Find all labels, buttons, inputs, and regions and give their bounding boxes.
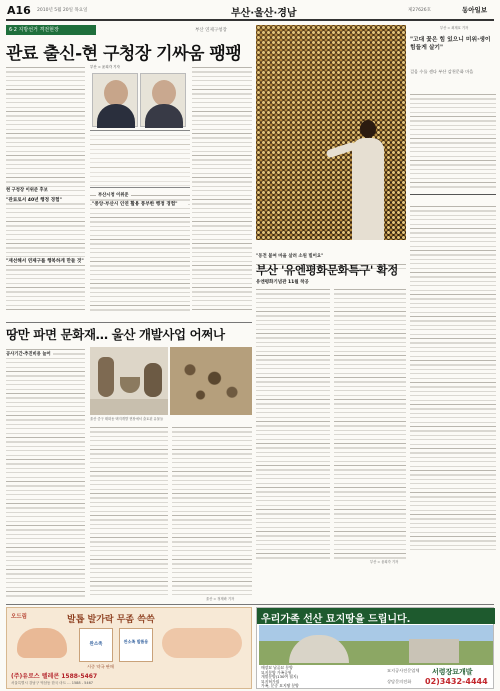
woman-body bbox=[352, 138, 384, 240]
avatar-suit bbox=[145, 104, 183, 128]
issue-date: 2010년 5월 20일 목요일 bbox=[37, 8, 88, 13]
left-top-body-2 bbox=[192, 65, 252, 313]
ad-left-order: 시중 약국 판매 bbox=[87, 664, 114, 669]
left-mid-body-1 bbox=[6, 347, 85, 597]
ad-right-headline-bar bbox=[257, 608, 495, 624]
section-divider bbox=[6, 322, 252, 323]
artifact-vase bbox=[98, 357, 114, 397]
artifact-photo-2 bbox=[170, 347, 252, 415]
page-number: A16 bbox=[7, 4, 31, 17]
side-quote-box bbox=[410, 34, 496, 90]
artifact-caption: 울산 중구 태화동 택지개발 현장에서 출토된 유물들 bbox=[90, 417, 164, 421]
quote-1: "관료로서 40년 행정 경험" bbox=[6, 197, 85, 203]
left-top-headline: 관료 출신-현 구청장 기싸움 팽팽 bbox=[6, 44, 242, 64]
side-quote-sub: 걸음 수를 센다 부산 감천문화 마을 bbox=[410, 69, 474, 74]
left-mid-sub: 공사기간·추진비용 늘어 bbox=[6, 352, 51, 357]
right-mid-byline: 부산 = 윤희각 기자 bbox=[370, 560, 399, 564]
artifact-fragments bbox=[176, 353, 246, 409]
product-box-a bbox=[79, 628, 113, 662]
left-mid-article bbox=[6, 325, 252, 603]
bullet-3: 개별분양(130여 필지) bbox=[261, 674, 299, 680]
right-mid-body-2 bbox=[334, 287, 406, 559]
ad-left bbox=[6, 607, 252, 689]
election-tag-text: 6·2 지방선거 격전현장 bbox=[9, 27, 59, 33]
tomb-stone-2 bbox=[409, 639, 459, 663]
right-mid-sub: 유엔평화기념관 11월 착공 bbox=[256, 280, 309, 285]
ad-right-meta: 묘지공사전문업체 bbox=[387, 668, 420, 673]
ad-right-company: 서령장묘개발 bbox=[432, 668, 473, 676]
ad-right-phone: 02)3432-4444 bbox=[425, 677, 488, 686]
ad-left-title: 발톱 발가락 무좀 쓱쓱 bbox=[67, 615, 155, 625]
artifact-bowl bbox=[120, 377, 140, 393]
left-top-byline: 부산 = 윤희각 기자 bbox=[90, 65, 120, 69]
right-mid-body-1 bbox=[256, 287, 330, 559]
tomb-photo bbox=[259, 625, 493, 665]
quote-2: "중앙·부산시 인연 활용 풍부한 행정 경험" bbox=[92, 202, 188, 208]
sub-head-1: 현 구청장 이위준 후보 bbox=[6, 188, 48, 193]
right-mid-headline: 부산 '유엔평화문화특구' 확정 bbox=[256, 263, 398, 277]
product-box-b bbox=[119, 628, 153, 662]
bullet-2: 묘지분양 가족공원 bbox=[261, 669, 292, 675]
ad-right-bullets bbox=[261, 666, 371, 689]
left-top-body-3 bbox=[90, 193, 190, 313]
left-top-article bbox=[6, 25, 252, 320]
avatar bbox=[104, 80, 128, 106]
left-mid-headline: 땅만 파면 문화재… 울산 개발사업 어쩌나 bbox=[6, 327, 225, 342]
ad-right-meta-2: 상담문의전화 bbox=[387, 679, 412, 684]
ad-divider bbox=[6, 604, 494, 605]
bullet-4: 묘지허가필 bbox=[261, 678, 280, 684]
side-quote: "고대 꽃은 힘 있으니 미위·생이 힘들게 살기" bbox=[410, 37, 491, 51]
candidate-photo-1 bbox=[92, 73, 138, 127]
sub-head-2: 부산시청 이위준 bbox=[98, 193, 129, 198]
artifact-photo bbox=[90, 347, 168, 415]
paper-name: 동아일보 bbox=[462, 6, 488, 14]
candidate-table bbox=[90, 130, 190, 188]
ad-left-footer: 서울특별시 강남구 역삼동 한국 마트 ... 1588 - 5467 bbox=[11, 681, 94, 685]
election-place: 부산 연제구청장 bbox=[195, 28, 227, 33]
coin-wall-photo bbox=[256, 25, 406, 240]
notice-header bbox=[410, 194, 496, 202]
tomb-stone bbox=[289, 635, 349, 663]
photo-caption bbox=[256, 242, 406, 259]
foot-image-2 bbox=[162, 628, 242, 658]
woman-head bbox=[360, 120, 376, 138]
woman-figure bbox=[348, 120, 388, 240]
left-mid-body-2 bbox=[90, 425, 168, 597]
quote-3: "재선해서 연제구를 행복하게 만들 것" bbox=[6, 259, 84, 264]
masthead-rule bbox=[6, 19, 494, 21]
election-tag bbox=[6, 25, 96, 35]
section-title: 부산·울산·경남 bbox=[231, 8, 297, 19]
avatar bbox=[152, 80, 176, 106]
ad-left-logo: 오드림 bbox=[11, 614, 27, 620]
bullet-1: 매장묘 납골묘 분양 bbox=[261, 665, 293, 670]
product-b-label: 완소족 발톱용 bbox=[123, 639, 149, 644]
left-mid-body-3 bbox=[172, 425, 252, 597]
side-body bbox=[410, 92, 496, 190]
ad-right-headline: 우리가족 선산 묘지땅을 드립니다. bbox=[261, 614, 411, 625]
notice-body bbox=[410, 204, 496, 554]
issue-number: 제27626호 bbox=[408, 8, 432, 13]
artifact-jar bbox=[144, 363, 162, 397]
avatar-suit bbox=[97, 104, 135, 128]
candidate-photo-2 bbox=[140, 73, 186, 127]
bullet-5: 가족, 문중 묘지땅 분양 bbox=[261, 683, 299, 689]
masthead bbox=[0, 0, 500, 20]
ad-left-phone: (주)유로스 텔레콘 1588-5467 bbox=[11, 673, 98, 680]
product-a-label: 완소족 bbox=[89, 642, 103, 647]
photo-credit: 부산 = 최재호 기자 bbox=[440, 26, 469, 30]
left-mid-byline: 울산 = 정재락 기자 bbox=[206, 597, 235, 601]
photo-caption-title: "동전 붙여 마을 살려 소원 빌어요" bbox=[256, 254, 324, 259]
artifact-tray bbox=[90, 399, 168, 415]
ad-right bbox=[256, 607, 494, 689]
foot-image bbox=[17, 628, 67, 658]
